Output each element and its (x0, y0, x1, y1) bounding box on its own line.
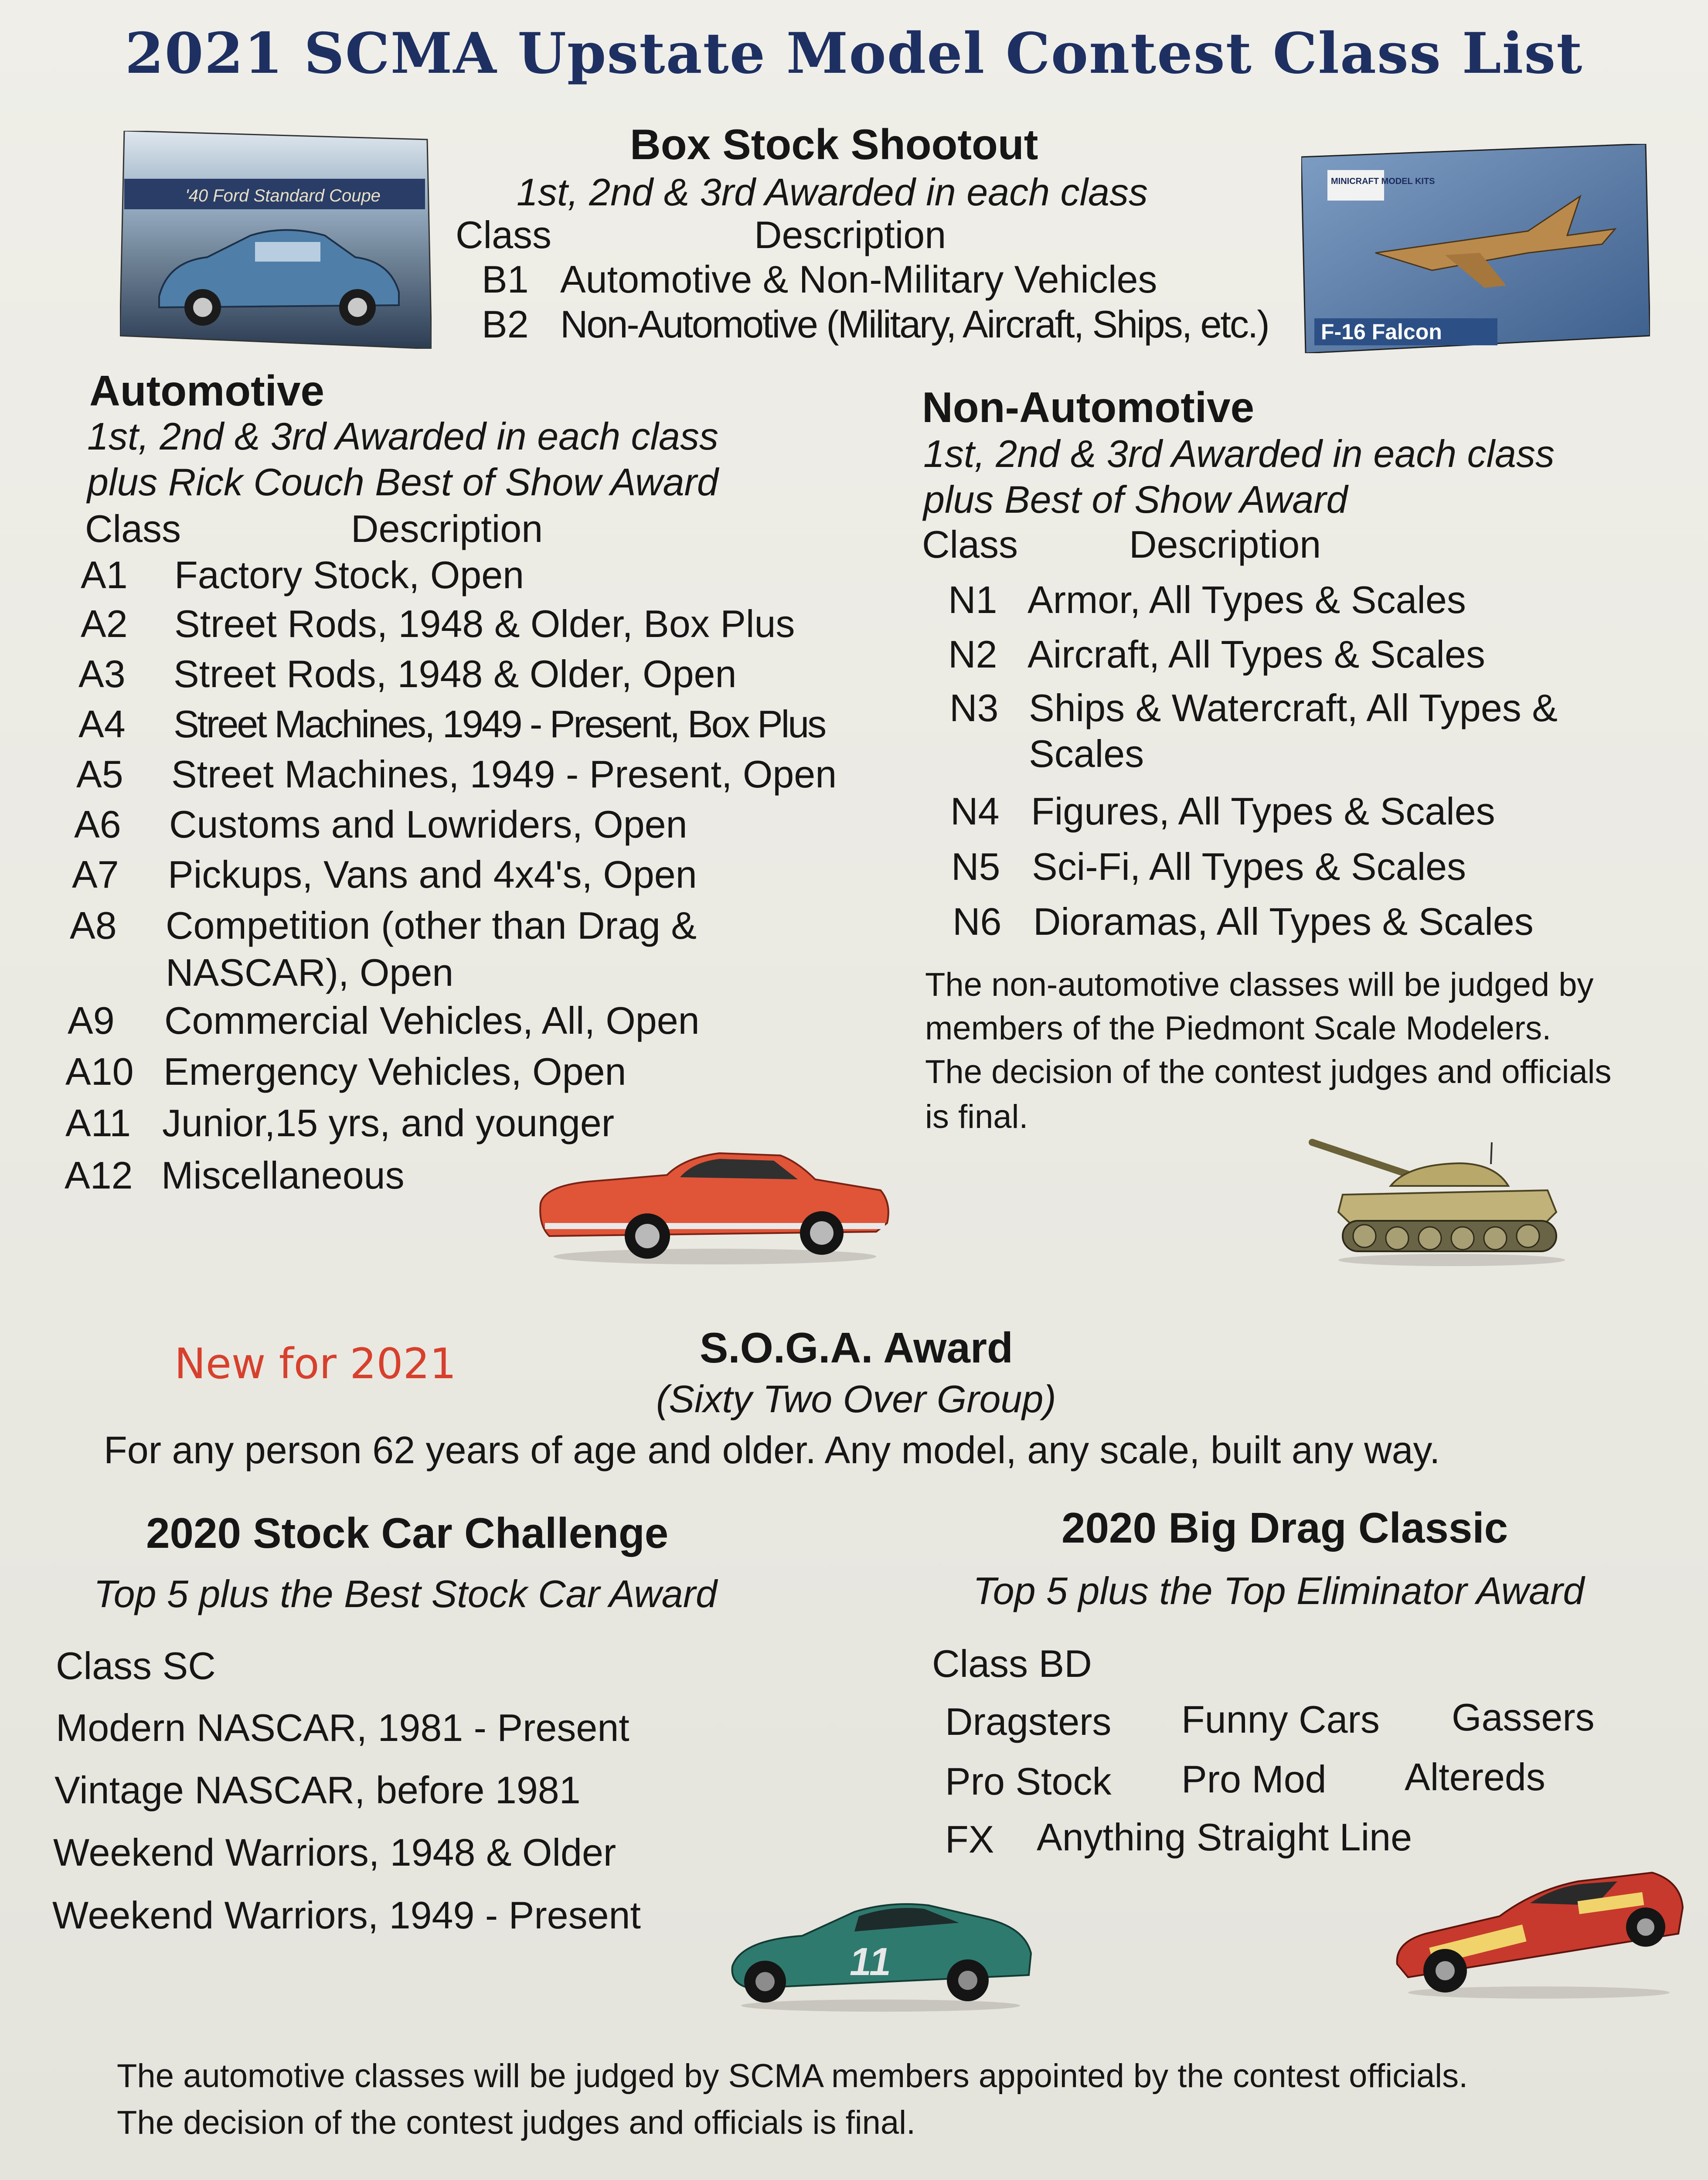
class-desc: Armor, All Types & Scales (1028, 578, 1466, 621)
class-code: A3 (78, 652, 126, 695)
class-desc: Miscellaneous (161, 1154, 405, 1197)
non-automotive-awards-line1: 1st, 2nd & 3rd Awarded in each class (923, 432, 1555, 475)
big-drag-item: Gassers (1452, 1696, 1595, 1739)
big-drag-item: Funny Cars (1181, 1698, 1380, 1741)
class-row-b1 (482, 257, 1157, 302)
stock-car-heading: 2020 Stock Car Challenge (146, 1509, 669, 1557)
class-row-a6 (74, 802, 687, 847)
class-a8-desc-line2: NASCAR), Open (166, 951, 454, 994)
class-code: N1 (948, 578, 997, 621)
class-code: N2 (948, 633, 997, 676)
big-drag-heading: 2020 Big Drag Classic (1062, 1504, 1508, 1552)
automotive-heading: Automotive (89, 367, 324, 415)
class-row-a11 (65, 1101, 615, 1145)
box-stock-col-description: Description (754, 213, 946, 256)
f16-kit-box-image (1301, 144, 1650, 353)
class-code: A8 (70, 904, 117, 947)
class-code: N5 (951, 845, 1000, 888)
automotive-col-description: Description (351, 507, 543, 550)
class-row-n4 (950, 789, 1495, 834)
stock-car-item: Weekend Warriors, 1949 - Present (52, 1894, 641, 1937)
class-row-b2 (482, 302, 1269, 347)
class-row-a2 (81, 602, 795, 646)
soga-subtitle: (Sixty Two Over Group) (656, 1377, 1056, 1420)
big-drag-item: Pro Stock (945, 1760, 1112, 1803)
box-stock-heading: Box Stock Shootout (630, 120, 1038, 168)
class-code: B2 (482, 303, 529, 346)
class-desc: Automotive & Non-Military Vehicles (560, 258, 1157, 301)
class-row-a10 (65, 1049, 626, 1094)
big-drag-item: FX (945, 1818, 994, 1861)
automotive-awards-line2: plus Rick Couch Best of Show Award (87, 460, 718, 504)
class-desc: Dioramas, All Types & Scales (1033, 900, 1534, 943)
big-drag-awards: Top 5 plus the Top Eliminator Award (973, 1569, 1585, 1612)
funny-car-image (1391, 1855, 1687, 2003)
non-automotive-note-line3: The decision of the contest judges and officials (925, 1053, 1612, 1090)
class-row-a7 (72, 852, 697, 897)
page-title: 2021 SCMA Upstate Model Contest Class List (125, 21, 1583, 86)
kit-title-text: F-16 Falcon (1321, 320, 1442, 344)
stock-car-awards: Top 5 plus the Best Stock Car Award (94, 1572, 717, 1615)
box-stock-awards: 1st, 2nd & 3rd Awarded in each class (517, 170, 1148, 214)
class-row-n1 (948, 578, 1466, 622)
class-desc: Junior,15 yrs, and younger (162, 1101, 615, 1144)
tank-image (1303, 1129, 1574, 1269)
soga-heading: S.O.G.A. Award (700, 1324, 1013, 1372)
class-code: A10 (65, 1050, 134, 1093)
class-code: A5 (76, 753, 123, 796)
kit-label-text: '40 Ford Standard Coupe (185, 186, 381, 205)
automotive-awards-line1: 1st, 2nd & 3rd Awarded in each class (87, 415, 718, 458)
red-muscle-car-image (536, 1138, 894, 1269)
class-n3-desc-line2: Scales (1029, 732, 1144, 775)
svg-text:11: 11 (846, 1940, 896, 1984)
class-desc: Street Rods, 1948 & Older, Box Plus (174, 602, 795, 645)
ford-coupe-kit-box-image (120, 131, 432, 349)
stock-car-item: Weekend Warriors, 1948 & Older (53, 1831, 616, 1874)
non-automotive-heading: Non-Automotive (922, 383, 1255, 431)
footer-line1: The automotive classes will be judged by SCMA members appointed by the contest officials. (117, 2057, 1468, 2095)
class-code: A6 (74, 803, 121, 846)
class-row-a8 (70, 903, 697, 948)
class-row-a12 (65, 1153, 405, 1198)
soga-description: For any person 62 years of age and older. Any model, any scale, built any way. (104, 1428, 1440, 1472)
class-desc: Customs and Lowriders, Open (169, 803, 687, 846)
class-row-n5 (951, 845, 1466, 889)
class-desc: Street Machines, 1949 - Present, Box Plus (174, 702, 825, 746)
non-automotive-awards-line2: plus Best of Show Award (923, 478, 1348, 521)
class-desc: Pickups, Vans and 4x4's, Open (168, 853, 697, 896)
non-automotive-col-description: Description (1129, 523, 1321, 566)
class-code: A7 (72, 853, 119, 896)
class-code: A1 (81, 553, 128, 596)
big-drag-item: Altereds (1405, 1755, 1545, 1798)
new-for-2021-label: New for 2021 (174, 1339, 456, 1388)
footer-line2: The decision of the contest judges and officials is final. (117, 2104, 916, 2141)
stock-car-class: Class SC (56, 1644, 216, 1687)
class-desc: Commercial Vehicles, All, Open (164, 999, 700, 1042)
class-code: N4 (950, 790, 1000, 833)
class-desc: Emergency Vehicles, Open (163, 1050, 626, 1093)
class-desc: Ships & Watercraft, All Types & (1029, 686, 1558, 729)
stock-car-item: Modern NASCAR, 1981 - Present (56, 1706, 629, 1749)
kit-brand-text: MINICRAFT MODEL KITS (1331, 177, 1435, 186)
big-drag-item: Pro Mod (1181, 1758, 1327, 1801)
class-desc: Aircraft, All Types & Scales (1028, 633, 1485, 676)
big-drag-class: Class BD (932, 1642, 1092, 1685)
class-desc: Competition (other than Drag & (166, 904, 697, 947)
automotive-col-class: Class (85, 507, 181, 550)
non-automotive-note-line2: members of the Piedmont Scale Modelers. (925, 1010, 1551, 1047)
class-code: A4 (78, 702, 126, 746)
class-desc: Street Rods, 1948 & Older, Open (174, 652, 737, 695)
class-desc: Sci-Fi, All Types & Scales (1032, 845, 1466, 888)
non-automotive-note-line1: The non-automotive classes will be judged by (925, 966, 1594, 1003)
class-code: A9 (68, 999, 115, 1042)
class-desc: Factory Stock, Open (174, 553, 524, 596)
stock-car-item: Vintage NASCAR, before 1981 (54, 1768, 581, 1812)
class-row-n2 (948, 632, 1485, 677)
big-drag-item: Dragsters (945, 1700, 1112, 1743)
class-desc: Street Machines, 1949 - Present, Open (171, 753, 837, 796)
class-row-a4 (78, 702, 825, 746)
class-code: N3 (949, 686, 999, 729)
class-row-a9 (68, 998, 700, 1043)
class-row-n3 (949, 686, 1558, 730)
class-row-a5 (76, 752, 837, 797)
class-code: A12 (65, 1154, 133, 1197)
class-code: N6 (953, 900, 1002, 943)
non-automotive-col-class: Class (922, 523, 1018, 566)
class-row-a1 (81, 553, 524, 597)
class-code: A11 (65, 1101, 131, 1144)
class-desc: Figures, All Types & Scales (1031, 790, 1495, 833)
box-stock-col-class: Class (456, 213, 552, 256)
green-stock-car-image (724, 1888, 1038, 2014)
class-desc: Non-Automotive (Military, Aircraft, Ships, etc.) (560, 303, 1269, 346)
class-code: A2 (81, 602, 128, 645)
class-code: B1 (482, 258, 529, 301)
class-row-n6 (953, 899, 1534, 944)
non-automotive-note-line4: is final. (925, 1098, 1028, 1135)
big-drag-item: Anything Straight Line (1037, 1816, 1412, 1859)
class-row-a3 (78, 652, 737, 696)
